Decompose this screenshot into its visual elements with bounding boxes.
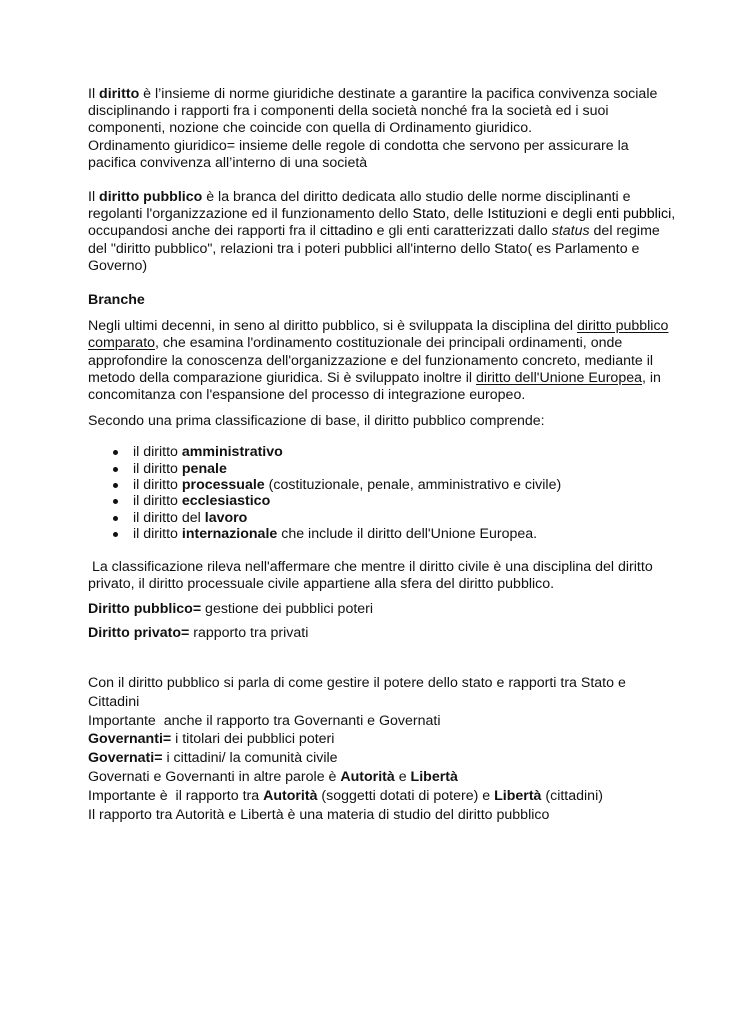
paragraph-classificazione-rileva: La classificazione rileva nell'affermare che mentre il diritto civile è una disciplina del diritto privato, il diritto processuale civile appartiene alla sfera del diritto pubblico. — [88, 559, 657, 593]
term-istituzioni: Istituzioni — [487, 206, 547, 223]
paragraph-ordinamento-definition: Ordinamento giuridico= insieme delle regole di condotta che servono per assicurare la pacifica convivenza all’interno di una società — [88, 137, 629, 171]
term-enti-pubblici: enti pubblici — [596, 206, 672, 223]
document-page — [88, 86, 678, 824]
paragraph-rapporto-autorita-liberta: Importante è il rapporto tra Autorità (soggetti dotati di potere) e Libertà (cittadini) — [88, 787, 603, 804]
paragraph-branche: Negli ultimi decenni, in seno al diritto pubblico, si è sviluppata la disciplina del diritto pubblico comparato, che esamina l'ordinamento costituzionale dei principali ordinamenti, onde approfondire la conoscenza dell'organizzazione e del funzionamento concreto, mediante il metodo della comparazione giuridica. Si è sviluppato inoltre il diritto dell'Unione Europea, in concomitanza con l'espansione del processo di integrazione europeo. — [88, 318, 669, 404]
paragraph-potere-stato: Con il diritto pubblico si parla di come gestire il potere dello stato e rapporti tra Stato e Cittadini — [88, 675, 626, 710]
paragraph-autorita-liberta: Governati e Governanti in altre parole è Autorità e Libertà — [88, 769, 458, 786]
paragraph-diritto-definition: Il diritto è l’insieme di norme giuridiche destinate a garantire la pacifica convivenza sociale disciplinando i rapporti fra i componenti della società nonché fra la società ed i suoi componenti, nozione che coincide con quella di Ordinamento giuridico. — [88, 86, 658, 137]
term-diritto-pubblico: diritto pubblico — [99, 189, 203, 206]
list-item: il diritto amministrativo — [88, 444, 678, 460]
list-item: il diritto processuale (costituzionale, penale, amministrativo e civile) — [88, 477, 678, 493]
paragraph-diritto-pubblico: Il diritto pubblico è la branca del diritto dedicata allo studio delle norme disciplinanti e regolanti l'organizzazione ed il funzionamento dello Stato, delle Istituzioni e degli enti pubblici, occupandosi anche dei rapporti fra il cittadino e gli enti caratterizzati dallo status del regime del "diritto pubblico", relazioni tra i poteri pubblici all'interno dello Stato( es Parlamento e Governo) — [88, 189, 676, 274]
branches-list — [88, 444, 678, 542]
definition-governati: Governati= i cittadini/ la comunità civile — [88, 750, 338, 767]
paragraph-materia-studio: Il rapporto tra Autorità e Libertà è una materia di studio del diritto pubblico — [88, 806, 550, 823]
term-status: status — [551, 223, 590, 240]
paragraph-governanti-governati: Importante anche il rapporto tra Governanti e Governati — [88, 712, 441, 729]
list-item: il diritto internazionale che include il diritto dell'Unione Europea. — [88, 526, 678, 542]
definition-diritto-pubblico: Diritto pubblico= gestione dei pubblici poteri — [88, 600, 374, 617]
list-item: il diritto penale — [88, 461, 678, 477]
term-cittadino: cittadino — [319, 223, 373, 240]
link-diritto-unione-europea[interactable]: diritto dell'Unione Europea — [476, 369, 642, 386]
link-diritto-pubblico-comparato[interactable]: diritto pubblico comparato — [88, 318, 669, 352]
definition-governanti: Governanti= i titolari dei pubblici poteri — [88, 731, 335, 748]
list-item: il diritto ecclesiastico — [88, 493, 678, 509]
paragraph-classificazione-intro: Secondo una prima classificazione di base, il diritto pubblico comprende: — [88, 413, 545, 430]
definition-diritto-privato: Diritto privato= rapporto tra privati — [88, 624, 309, 641]
list-item: il diritto del lavoro — [88, 510, 678, 526]
section-heading-branche: Branche — [88, 292, 145, 309]
term-diritto: diritto — [99, 86, 140, 102]
term-stato: Stato — [412, 206, 446, 223]
